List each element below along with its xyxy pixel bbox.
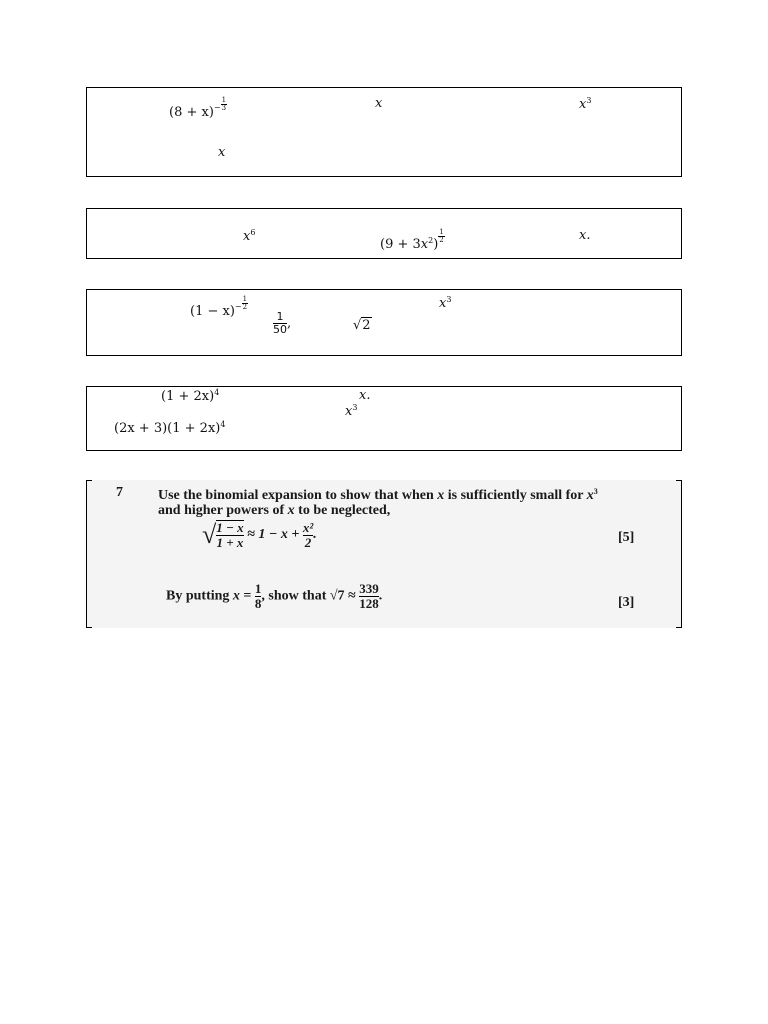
- expression-text: (2x + 3)(1 + 2x): [114, 421, 221, 436]
- question-line-2: [158, 503, 390, 519]
- exponent-denominator: 2: [242, 303, 248, 311]
- fraction: [273, 311, 287, 336]
- x-cubed: [345, 404, 357, 418]
- expression-8-plus-x: [169, 97, 227, 119]
- expression-x: x: [420, 237, 429, 252]
- variable-x-period: x.: [359, 388, 371, 403]
- putting-period: .: [378, 588, 383, 604]
- putting-x: x: [232, 588, 240, 604]
- radicand-denominator: 1 + x: [216, 535, 244, 550]
- expression-text: (1 − x): [190, 304, 235, 319]
- expression-prefix: (9 + 3: [380, 237, 421, 252]
- putting-prefix: By putting: [166, 588, 230, 604]
- question-line-1: [158, 487, 598, 504]
- comma: ,: [287, 316, 292, 331]
- exponent-sign: −: [213, 103, 221, 112]
- root7-denominator: 128: [359, 596, 379, 611]
- line2-prefix: and higher powers of: [158, 503, 285, 518]
- x-exponent: 3: [446, 295, 452, 304]
- right-bracket: [676, 480, 682, 628]
- expression-exponent: 4: [220, 420, 226, 429]
- radicand-fraction: [216, 520, 243, 550]
- radical-sign: √: [353, 318, 362, 333]
- expression-text: (8 + x): [169, 105, 214, 120]
- expression-1-plus-2x: [161, 389, 219, 403]
- x-exponent: 6: [250, 228, 256, 237]
- equation-period: .: [313, 527, 317, 542]
- marks-part-2: [3]: [618, 595, 635, 610]
- expression-exponent: 4: [214, 388, 220, 397]
- variable-x: x: [375, 96, 383, 111]
- expression-9-plus-3x2: [380, 229, 445, 251]
- x-cubed: [579, 97, 591, 111]
- expression-1-minus-x: [190, 296, 248, 318]
- radicand: 2: [362, 318, 371, 333]
- expression-text: (1 + 2x): [161, 389, 215, 404]
- x-cubed: [439, 296, 451, 310]
- exponent-numerator: 1: [242, 295, 248, 303]
- one-eighth-numerator: 1: [254, 581, 262, 596]
- expression-close: ): [433, 237, 439, 252]
- expression-x-exponent: 2: [428, 236, 434, 245]
- variable-x-second: x: [218, 145, 226, 160]
- line2-suffix: to be neglected,: [298, 503, 391, 518]
- expression-product: [114, 421, 225, 435]
- x-base: x: [579, 97, 587, 112]
- marks-part-1: [5]: [618, 530, 635, 545]
- question-7-block: [86, 480, 682, 628]
- line1-x3-exponent: 3: [593, 487, 598, 496]
- line1-prefix: Use the binomial expansion to show that when: [158, 488, 434, 503]
- variable-x-period: x.: [579, 228, 591, 243]
- question-box-3: [86, 289, 682, 356]
- rhs-numerator: x²: [302, 519, 314, 535]
- x-squared-over-2: [303, 521, 313, 550]
- question-box-4: [86, 386, 682, 451]
- exponent-fraction: [242, 296, 248, 311]
- line2-x: x: [287, 503, 295, 518]
- root7-approximation-fraction: [359, 582, 379, 611]
- approximation-equation: [202, 520, 317, 550]
- line1-x3-base: x: [586, 488, 594, 503]
- radical-sign: √: [202, 520, 217, 549]
- exponent-fraction: [221, 97, 227, 112]
- putting-equals: =: [243, 588, 252, 604]
- x-exponent: 3: [586, 96, 592, 105]
- putting-line: [166, 582, 382, 611]
- question-box-2: [86, 208, 682, 259]
- x-to-sixth: [243, 229, 255, 243]
- square-root-two: [353, 319, 372, 332]
- putting-middle: , show that √7 ≈: [261, 588, 356, 604]
- question-box-1: [86, 87, 682, 177]
- exponent-numerator: 1: [221, 96, 227, 104]
- x-base: x: [439, 296, 447, 311]
- line1-x: x: [437, 488, 445, 503]
- exponent-denominator: 2: [439, 236, 444, 244]
- left-bracket: [86, 480, 92, 628]
- fraction-one-fiftieth: [273, 311, 291, 336]
- exponent-sign: −: [234, 302, 242, 311]
- one-eighth-denominator: 8: [254, 596, 262, 611]
- line1-middle: is sufficiently small for: [447, 488, 584, 503]
- approximation-rhs: ≈ 1 − x +: [247, 527, 300, 542]
- exponent-numerator: 1: [439, 228, 444, 236]
- fraction-denominator: 50: [273, 323, 287, 336]
- x-exponent: 3: [352, 403, 358, 412]
- fraction-numerator: 1: [273, 311, 287, 324]
- question-number: 7: [116, 485, 123, 500]
- x-base: x: [243, 229, 251, 244]
- root7-numerator: 339: [359, 581, 379, 596]
- radicand-numerator: 1 − x: [216, 520, 244, 535]
- x-base: x: [345, 404, 353, 419]
- exponent-fraction: [438, 229, 444, 244]
- rhs-denominator: 2: [304, 534, 312, 550]
- exponent-denominator: 3: [221, 104, 227, 112]
